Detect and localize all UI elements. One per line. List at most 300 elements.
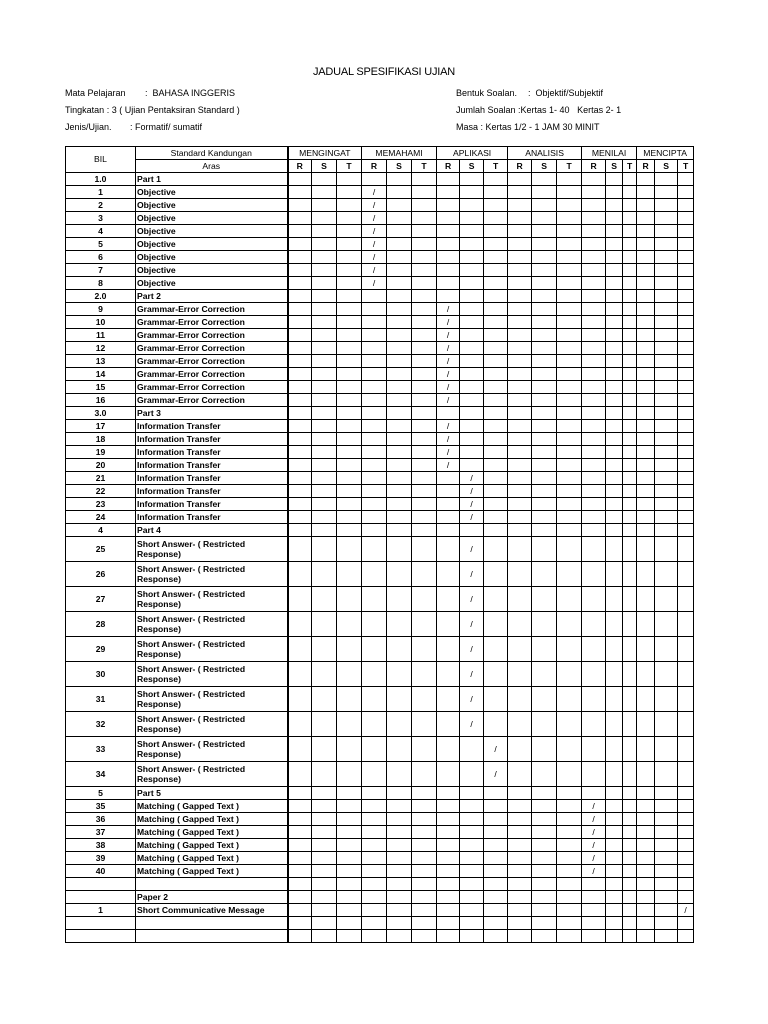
row-bil: 1: [66, 904, 136, 917]
level-cell: [606, 199, 623, 212]
level-cell: [312, 498, 337, 511]
table-row: [66, 917, 694, 930]
level-cell: [678, 762, 694, 787]
level-cell: [288, 662, 312, 687]
level-cell: [557, 562, 582, 587]
level-cell: [362, 865, 387, 878]
level-cell: [623, 891, 637, 904]
level-cell: [484, 342, 508, 355]
level-cell: [623, 251, 637, 264]
level-cell: [557, 904, 582, 917]
level-cell: [437, 238, 460, 251]
level-cell: [337, 904, 362, 917]
table-row: [66, 839, 694, 852]
level-cell: [288, 587, 312, 612]
level-cell: [288, 762, 312, 787]
level-cell: [362, 787, 387, 800]
level-cell: [623, 212, 637, 225]
level-cell: [582, 316, 606, 329]
level-cell: [606, 826, 623, 839]
level-cell: [623, 762, 637, 787]
level-cell: [412, 537, 437, 562]
level-cell: [582, 662, 606, 687]
level-cell: [312, 826, 337, 839]
level-cell: [678, 446, 694, 459]
level-cell: [532, 612, 557, 637]
level-cell: [508, 277, 532, 290]
level-cell: [312, 459, 337, 472]
level-cell: [678, 662, 694, 687]
level-cell: [362, 420, 387, 433]
level-cell: [532, 485, 557, 498]
level-cell: [678, 524, 694, 537]
level-cell: [532, 904, 557, 917]
category-header-analisis: ANALISIS: [508, 147, 582, 160]
category-header-menilai: MENILAI: [582, 147, 637, 160]
level-cell: [508, 316, 532, 329]
row-standard: Short Answer- ( Restricted Response): [136, 562, 288, 587]
level-cell: [312, 485, 337, 498]
level-cell: [460, 342, 484, 355]
level-cell: [508, 420, 532, 433]
level-cell: [437, 662, 460, 687]
level-cell: [288, 264, 312, 277]
level-cell: [412, 839, 437, 852]
level-cell: [484, 277, 508, 290]
row-bil: 37: [66, 826, 136, 839]
row-standard: Information Transfer: [136, 420, 288, 433]
level-cell: [312, 277, 337, 290]
row-standard: Matching ( Gapped Text ): [136, 839, 288, 852]
level-cell: [678, 472, 694, 485]
level-cell: [508, 524, 532, 537]
level-cell: [508, 762, 532, 787]
level-cell: [288, 612, 312, 637]
level-cell: [623, 904, 637, 917]
table-row: [66, 329, 694, 342]
row-standard: [136, 878, 288, 891]
check-mark: /: [582, 800, 606, 813]
bil-header: BIL: [66, 147, 136, 173]
level-cell: [557, 355, 582, 368]
level-cell: [288, 342, 312, 355]
level-cell: [288, 737, 312, 762]
level-cell: [637, 394, 655, 407]
row-bil: 11: [66, 329, 136, 342]
level-cell: [460, 813, 484, 826]
level-cell: [312, 865, 337, 878]
table-row: [66, 394, 694, 407]
level-cell: [460, 316, 484, 329]
check-mark: /: [437, 381, 460, 394]
level-cell: [606, 891, 623, 904]
level-cell: [312, 904, 337, 917]
level-cell: [288, 407, 312, 420]
level-cell: [637, 212, 655, 225]
level-cell: [678, 852, 694, 865]
level-cell: [678, 712, 694, 737]
row-standard: [136, 917, 288, 930]
level-cell: [484, 394, 508, 407]
row-standard: Short Answer- ( Restricted Response): [136, 637, 288, 662]
level-cell: [484, 433, 508, 446]
subcolumn-t: T: [412, 160, 437, 173]
row-bil: 5: [66, 238, 136, 251]
level-cell: [484, 472, 508, 485]
row-bil: 20: [66, 459, 136, 472]
level-cell: [606, 612, 623, 637]
level-cell: [655, 199, 678, 212]
level-cell: [508, 917, 532, 930]
level-cell: [288, 813, 312, 826]
row-standard: Objective: [136, 199, 288, 212]
level-cell: [557, 212, 582, 225]
level-cell: [362, 587, 387, 612]
level-cell: [460, 433, 484, 446]
level-cell: [678, 225, 694, 238]
level-cell: [412, 662, 437, 687]
row-standard: Short Answer- ( Restricted Response): [136, 737, 288, 762]
level-cell: [655, 420, 678, 433]
level-cell: [532, 813, 557, 826]
subcolumn-r: R: [582, 160, 606, 173]
level-cell: [412, 485, 437, 498]
check-mark: /: [437, 420, 460, 433]
level-cell: [337, 762, 362, 787]
table-row: [66, 787, 694, 800]
level-cell: [288, 355, 312, 368]
level-cell: [288, 277, 312, 290]
level-cell: [655, 368, 678, 381]
level-cell: [508, 637, 532, 662]
table-row: [66, 562, 694, 587]
level-cell: [637, 865, 655, 878]
question-form-value: : Objektif/Subjektif: [528, 88, 604, 98]
level-cell: [557, 612, 582, 637]
table-row: [66, 800, 694, 813]
level-cell: [678, 368, 694, 381]
level-cell: [412, 865, 437, 878]
level-cell: [412, 446, 437, 459]
level-cell: [637, 199, 655, 212]
subcolumn-t: T: [678, 160, 694, 173]
level-cell: [387, 737, 412, 762]
level-cell: [623, 737, 637, 762]
level-cell: [557, 277, 582, 290]
level-cell: [412, 173, 437, 186]
level-cell: [484, 800, 508, 813]
level-cell: [412, 264, 437, 277]
level-cell: [655, 251, 678, 264]
level-cell: [637, 839, 655, 852]
level-cell: [655, 524, 678, 537]
level-cell: [655, 800, 678, 813]
level-cell: [655, 891, 678, 904]
level-cell: [288, 472, 312, 485]
level-cell: [337, 537, 362, 562]
level-cell: [623, 930, 637, 943]
level-cell: [362, 511, 387, 524]
row-bil: 35: [66, 800, 136, 813]
level-cell: [412, 637, 437, 662]
level-cell: [606, 446, 623, 459]
level-cell: [437, 562, 460, 587]
level-cell: [557, 186, 582, 199]
test-type-label: Jenis/Ujian.: [65, 122, 112, 132]
level-cell: [637, 537, 655, 562]
row-standard: Grammar-Error Correction: [136, 329, 288, 342]
level-cell: [637, 186, 655, 199]
level-cell: [582, 303, 606, 316]
table-row: [66, 368, 694, 381]
level-cell: [606, 407, 623, 420]
level-cell: [312, 264, 337, 277]
level-cell: [582, 537, 606, 562]
level-cell: [623, 407, 637, 420]
level-cell: [678, 199, 694, 212]
level-cell: [288, 251, 312, 264]
level-cell: [412, 303, 437, 316]
row-standard: Part 5: [136, 787, 288, 800]
row-bil: 15: [66, 381, 136, 394]
level-cell: [678, 917, 694, 930]
level-cell: [312, 420, 337, 433]
level-cell: [532, 303, 557, 316]
level-cell: [623, 485, 637, 498]
level-cell: [582, 186, 606, 199]
level-cell: [460, 878, 484, 891]
level-cell: [412, 368, 437, 381]
level-cell: [387, 472, 412, 485]
level-cell: [337, 368, 362, 381]
level-cell: [288, 420, 312, 433]
level-cell: [387, 381, 412, 394]
level-cell: [582, 737, 606, 762]
level-cell: [557, 813, 582, 826]
level-cell: [362, 737, 387, 762]
level-cell: [655, 712, 678, 737]
level-cell: [637, 238, 655, 251]
level-cell: [637, 891, 655, 904]
level-cell: [655, 212, 678, 225]
table-row: [66, 433, 694, 446]
level-cell: [484, 264, 508, 277]
level-cell: [312, 562, 337, 587]
level-cell: [312, 930, 337, 943]
level-cell: [312, 800, 337, 813]
level-cell: [437, 485, 460, 498]
subcolumn-t: T: [484, 160, 508, 173]
level-cell: [623, 813, 637, 826]
level-cell: [337, 446, 362, 459]
level-cell: [637, 316, 655, 329]
level-cell: [655, 930, 678, 943]
level-cell: [606, 498, 623, 511]
level-cell: [288, 433, 312, 446]
level-cell: [508, 498, 532, 511]
table-row: [66, 225, 694, 238]
row-standard: Grammar-Error Correction: [136, 355, 288, 368]
level-cell: [606, 225, 623, 238]
check-mark: /: [582, 852, 606, 865]
level-cell: [582, 904, 606, 917]
level-cell: [532, 212, 557, 225]
level-cell: [362, 446, 387, 459]
level-cell: [412, 737, 437, 762]
level-cell: [437, 762, 460, 787]
row-bil: 17: [66, 420, 136, 433]
level-cell: [337, 637, 362, 662]
level-cell: [678, 264, 694, 277]
level-cell: [508, 472, 532, 485]
level-cell: [337, 511, 362, 524]
level-cell: [508, 878, 532, 891]
level-cell: [623, 612, 637, 637]
level-cell: [606, 562, 623, 587]
level-cell: [337, 839, 362, 852]
level-cell: [623, 826, 637, 839]
row-standard: Short Answer- ( Restricted Response): [136, 537, 288, 562]
level-cell: [312, 612, 337, 637]
level-cell: [532, 800, 557, 813]
level-cell: [412, 917, 437, 930]
row-standard: Information Transfer: [136, 485, 288, 498]
level-cell: [312, 433, 337, 446]
table-row: [66, 381, 694, 394]
level-cell: [312, 329, 337, 342]
level-cell: [437, 537, 460, 562]
level-cell: [362, 394, 387, 407]
level-cell: [637, 485, 655, 498]
level-cell: [582, 446, 606, 459]
level-cell: [508, 662, 532, 687]
level-cell: [623, 277, 637, 290]
level-cell: [532, 498, 557, 511]
row-bil: 13: [66, 355, 136, 368]
level-cell: [678, 485, 694, 498]
level-cell: [508, 511, 532, 524]
row-standard: Matching ( Gapped Text ): [136, 865, 288, 878]
level-cell: [387, 904, 412, 917]
level-cell: [623, 290, 637, 303]
table-row: [66, 407, 694, 420]
level-cell: [412, 225, 437, 238]
level-cell: [484, 407, 508, 420]
level-cell: [337, 225, 362, 238]
level-cell: [582, 637, 606, 662]
level-cell: [655, 737, 678, 762]
level-cell: [655, 407, 678, 420]
level-cell: [312, 407, 337, 420]
level-cell: [362, 316, 387, 329]
level-cell: [678, 251, 694, 264]
level-cell: [337, 238, 362, 251]
level-cell: [582, 485, 606, 498]
table-row: [66, 420, 694, 433]
level-cell: [532, 329, 557, 342]
level-cell: [387, 865, 412, 878]
level-cell: [312, 537, 337, 562]
level-cell: [387, 290, 412, 303]
level-cell: [606, 762, 623, 787]
table-row: [66, 637, 694, 662]
level-cell: [606, 904, 623, 917]
row-bil: 32: [66, 712, 136, 737]
level-cell: [362, 826, 387, 839]
level-cell: [288, 787, 312, 800]
level-cell: [484, 562, 508, 587]
level-cell: [460, 917, 484, 930]
level-cell: [337, 562, 362, 587]
level-cell: [532, 737, 557, 762]
level-cell: [484, 537, 508, 562]
level-cell: [460, 290, 484, 303]
level-cell: [362, 290, 387, 303]
subcolumn-s: S: [606, 160, 623, 173]
level-cell: [288, 212, 312, 225]
level-cell: [484, 612, 508, 637]
table-row: [66, 891, 694, 904]
level-cell: [678, 813, 694, 826]
level-cell: [606, 290, 623, 303]
level-cell: [484, 420, 508, 433]
level-cell: [557, 537, 582, 562]
level-cell: [582, 355, 606, 368]
level-cell: [508, 433, 532, 446]
level-cell: [655, 662, 678, 687]
level-cell: [412, 891, 437, 904]
level-cell: [484, 662, 508, 687]
level-cell: [337, 878, 362, 891]
level-cell: [532, 524, 557, 537]
row-standard: Information Transfer: [136, 433, 288, 446]
level-cell: [412, 394, 437, 407]
level-cell: [557, 381, 582, 394]
row-bil: [66, 891, 136, 904]
check-mark: /: [484, 737, 508, 762]
check-mark: /: [437, 316, 460, 329]
check-mark: /: [437, 394, 460, 407]
level-cell: [387, 878, 412, 891]
level-cell: [460, 303, 484, 316]
level-cell: [437, 917, 460, 930]
row-standard: Objective: [136, 212, 288, 225]
level-cell: [362, 800, 387, 813]
level-cell: [288, 485, 312, 498]
level-cell: [557, 420, 582, 433]
table-row: [66, 264, 694, 277]
level-cell: [484, 687, 508, 712]
level-cell: [557, 173, 582, 186]
level-cell: [337, 329, 362, 342]
level-cell: [437, 290, 460, 303]
level-cell: [362, 762, 387, 787]
level-cell: [312, 813, 337, 826]
level-cell: [606, 485, 623, 498]
level-cell: [637, 290, 655, 303]
question-count-line: Jumlah Soalan :Kertas 1- 40 Kertas 2- 1: [456, 105, 622, 115]
level-cell: [637, 930, 655, 943]
level-cell: [387, 225, 412, 238]
level-cell: [655, 687, 678, 712]
table-row: [66, 251, 694, 264]
level-cell: [508, 687, 532, 712]
level-cell: [582, 433, 606, 446]
level-cell: [678, 800, 694, 813]
level-cell: [484, 813, 508, 826]
row-bil: 2: [66, 199, 136, 212]
table-row: [66, 355, 694, 368]
